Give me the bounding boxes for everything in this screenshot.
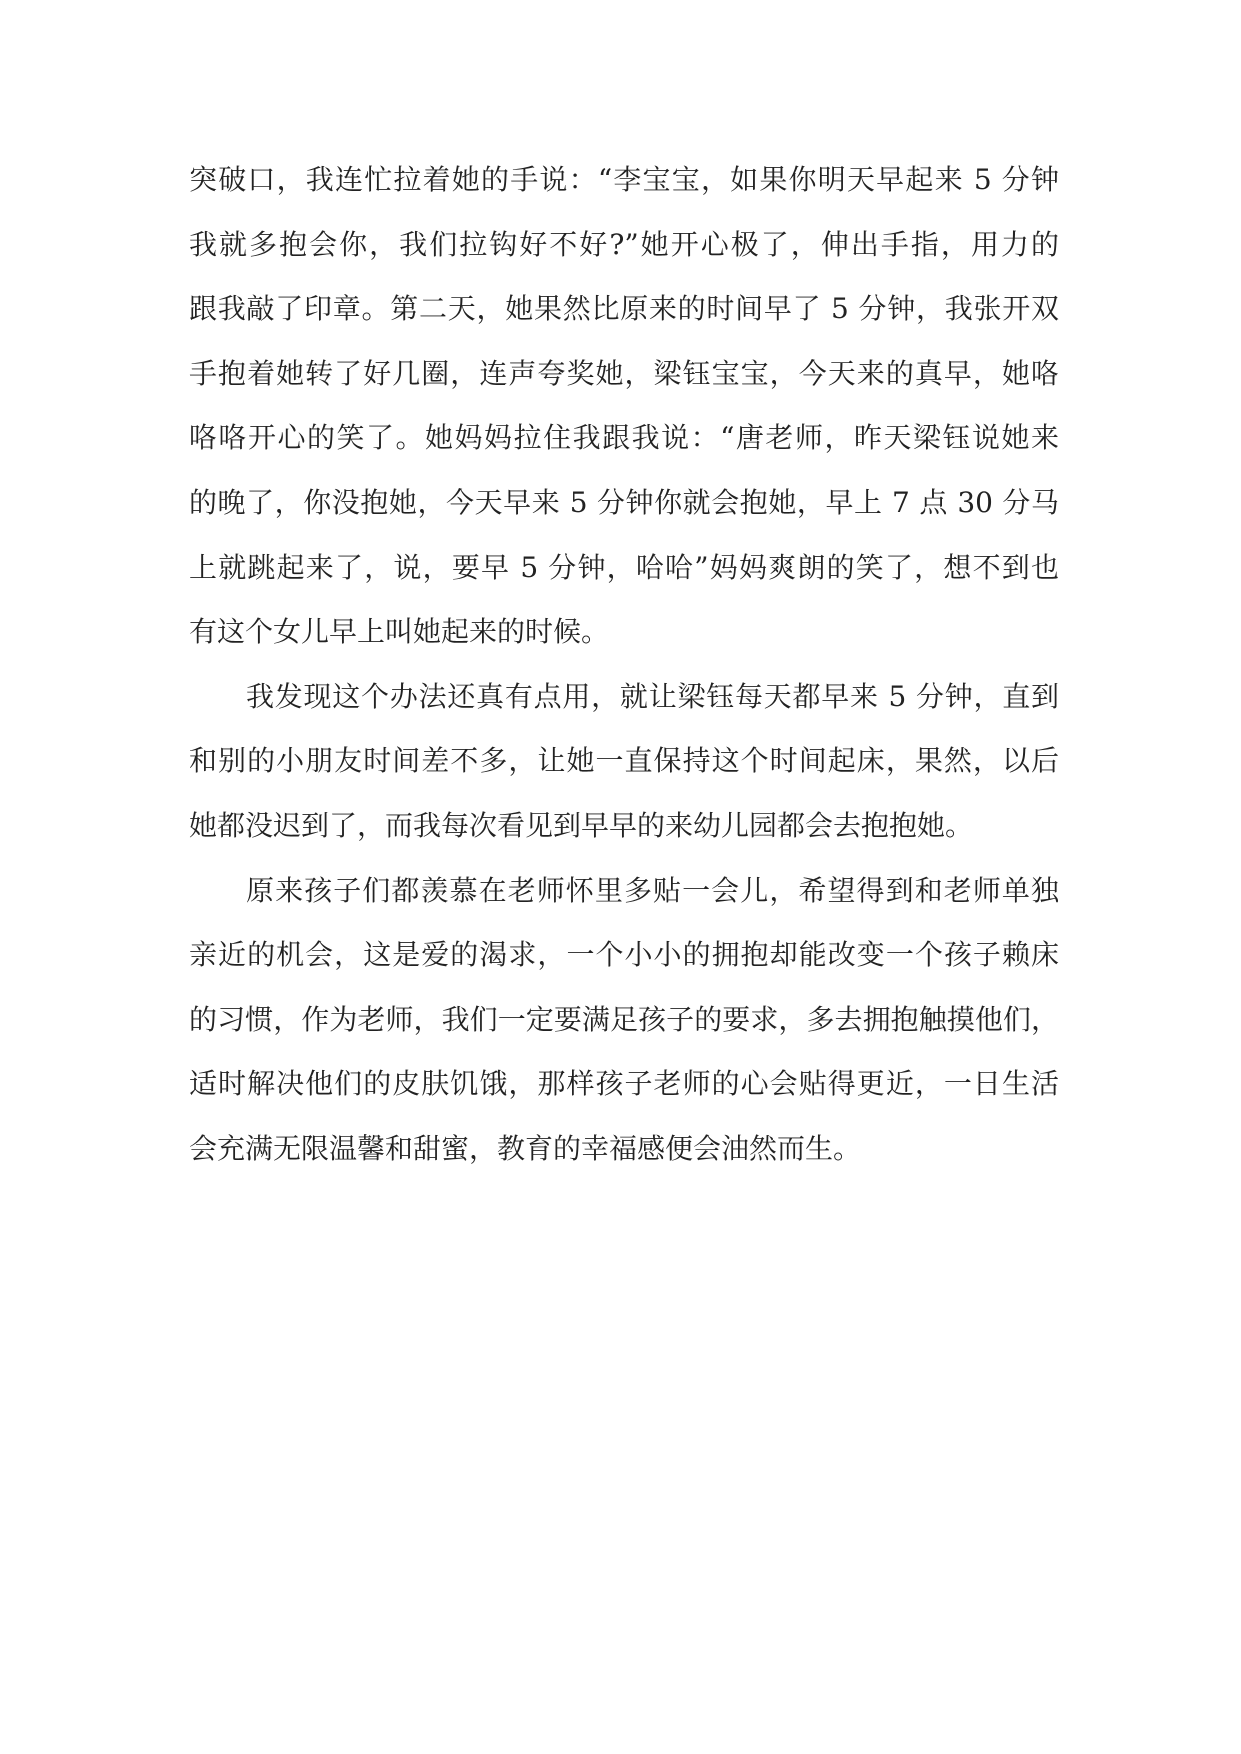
text-line: 手抱着她转了好几圈，连声夸奖她，梁钰宝宝，今天来的真早，她咯 [189, 356, 1059, 390]
text-line: 的习惯，作为老师，我们一定要满足孩子的要求，多去拥抱触摸他们， [189, 1002, 1059, 1036]
text-line: 会充满无限温馨和甜蜜，教育的幸福感便会油然而生。 [189, 1131, 862, 1165]
text-line: 的晚了，你没抱她，今天早来 5 分钟你就会抱她，早上 7 点 30 分马 [189, 485, 1059, 519]
text-line: 她都没迟到了，而我每次看见到早早的来幼儿园都会去抱抱她。 [189, 808, 974, 842]
text-line: 我就多抱会你，我们拉钩好不好?”她开心极了，伸出手指，用力的 [189, 227, 1059, 261]
text-line: 突破口，我连忙拉着她的手说：“李宝宝，如果你明天早起来 5 分钟 [189, 163, 1059, 196]
text-line: 和别的小朋友时间差不多，让她一直保持这个时间起床，果然，以后 [189, 744, 1059, 778]
body-text [189, 148, 1059, 1182]
text-line: 适时解决他们的皮肤饥饿，那样孩子老师的心会贴得更近，一日生活 [189, 1067, 1059, 1101]
text-line: 有这个女儿早上叫她起来的时候。 [189, 615, 610, 649]
text-line: 跟我敲了印章。第二天，她果然比原来的时间早了 5 分钟，我张开双 [189, 292, 1059, 326]
text-line: 上就跳起来了，说，要早 5 分钟，哈哈”妈妈爽朗的笑了，想不到也 [189, 550, 1059, 584]
text-line: 原来孩子们都羡慕在老师怀里多贴一会儿，希望得到和老师单独 [246, 873, 1059, 907]
text-line: 亲近的机会，这是爱的渴求，一个小小的拥抱却能改变一个孩子赖床 [189, 938, 1059, 972]
text-line: 我发现这个办法还真有点用，就让梁钰每天都早来 5 分钟，直到 [246, 679, 1059, 713]
text-line: 咯咯开心的笑了。她妈妈拉住我跟我说：“唐老师，昨天梁钰说她来 [189, 421, 1059, 455]
